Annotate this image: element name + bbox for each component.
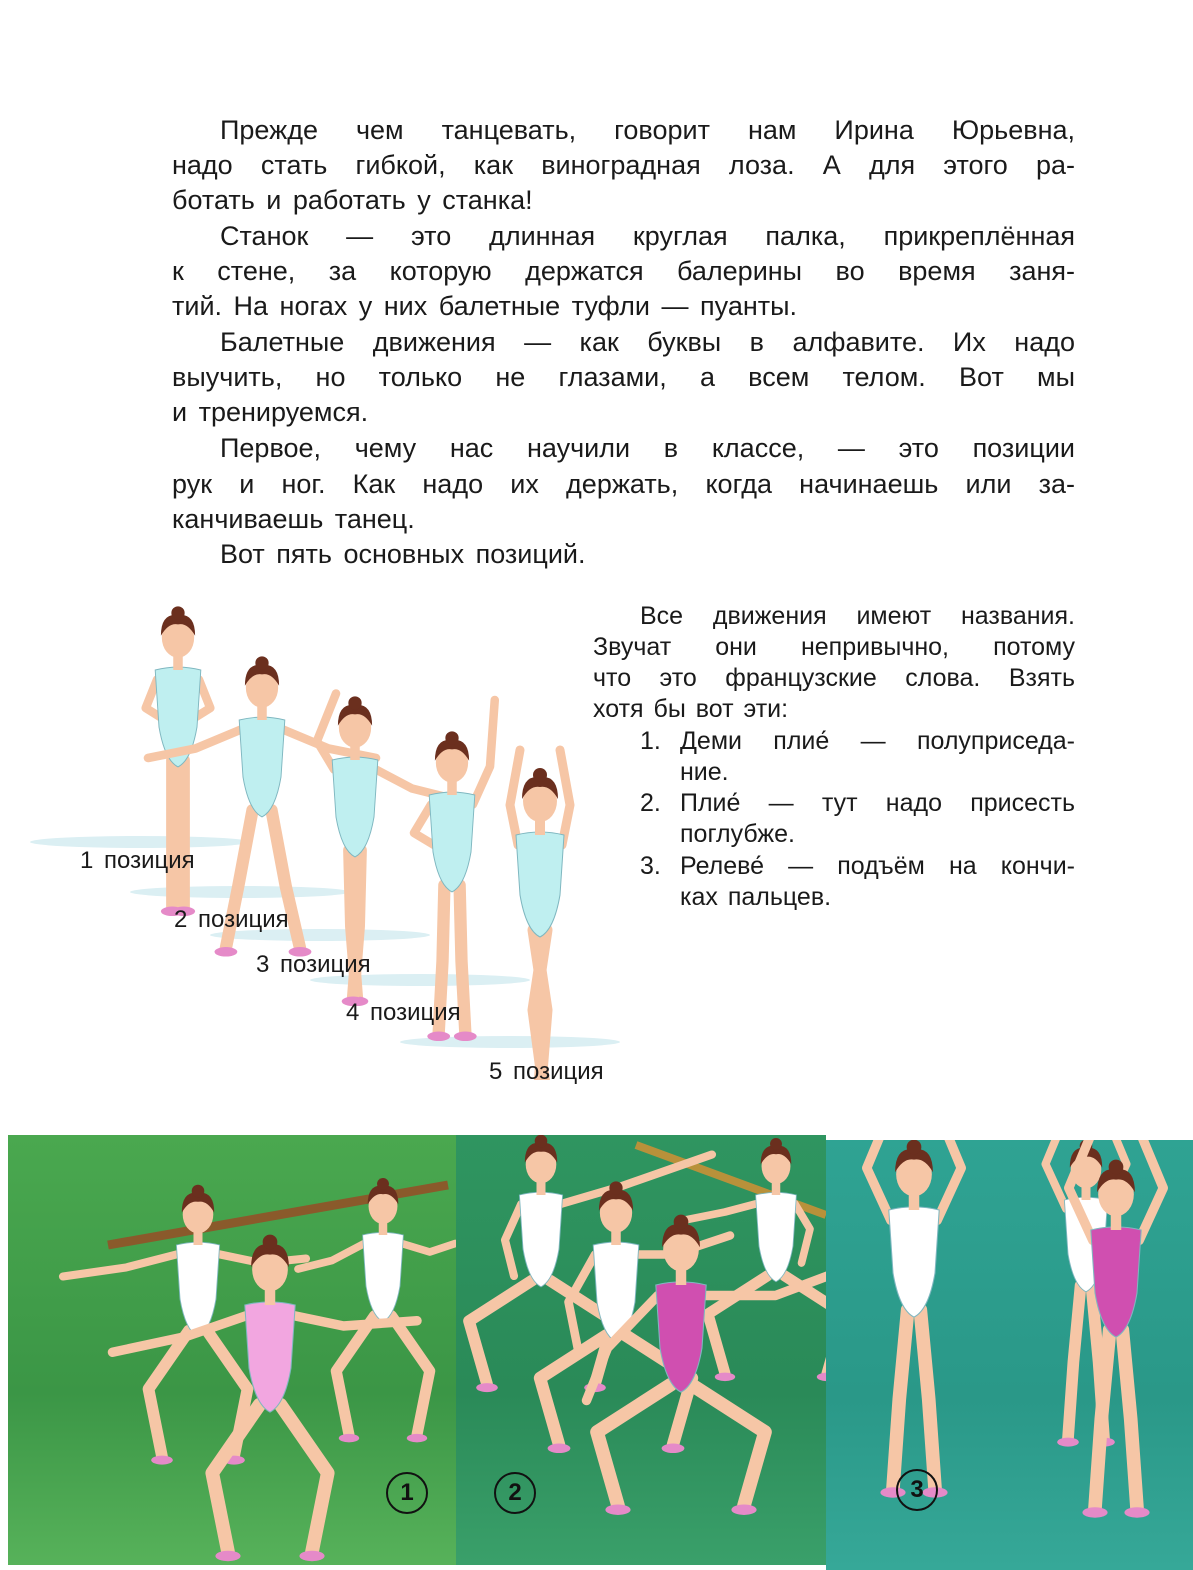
text-line: Балетные движения — как буквы в алфавите. Их надо xyxy=(220,327,1075,357)
position-label: 2 позиция xyxy=(174,906,289,933)
ballerina-figure xyxy=(683,1138,827,1381)
position-label: 1 позиция xyxy=(80,847,195,874)
ballerina-figure xyxy=(867,1140,962,1498)
position-label: 4 позиция xyxy=(346,999,461,1026)
text-line: Деми плие́ — полуприседа- xyxy=(680,727,1075,755)
ballerina-figure xyxy=(510,750,570,1080)
panel-number-badge: 3 xyxy=(896,1469,938,1511)
panel-releve xyxy=(826,1140,1193,1570)
text-line: и тренируемся. xyxy=(172,397,369,427)
list-number: 3. xyxy=(640,852,661,880)
text-line: к стене, за которую держатся балерины во время заня- xyxy=(172,256,1075,286)
ballet-positions-illustration xyxy=(0,580,640,1080)
text-line: хотя бы вот эти: xyxy=(593,695,789,723)
text-line: Все движения имеют названия. xyxy=(640,602,1075,630)
text-line: Звучат они непривычно, потому xyxy=(593,633,1075,661)
text-line: надо стать гибкой, как виноградная лоза. А для этого ра- xyxy=(172,150,1075,180)
ballerina-figure xyxy=(414,700,495,1041)
text-line: ние. xyxy=(680,758,729,786)
text-line: Релеве́ — подъём на кончи- xyxy=(680,852,1075,880)
text-line: Первое, чему нас научили в классе, — это позиции xyxy=(220,433,1075,463)
panel-number-badge: 2 xyxy=(494,1472,536,1514)
text-line: поглубже. xyxy=(680,820,795,848)
text-line: Прежде чем танцевать, говорит нам Ирина Юрьевна, xyxy=(220,115,1075,145)
releve-illustration xyxy=(826,1140,1193,1570)
list-number: 1. xyxy=(640,727,661,755)
text-line: выучить, но только не глазами, а всем телом. Вот мы xyxy=(172,362,1075,392)
text-line: канчиваешь танец. xyxy=(172,504,415,534)
text-line: ках пальцев. xyxy=(680,883,832,911)
position-label: 3 позиция xyxy=(256,951,371,978)
text-line: что это французские слова. Взять xyxy=(593,664,1075,692)
list-number: 2. xyxy=(640,789,661,817)
text-line: ботать и работать у станка! xyxy=(172,185,533,215)
text-line: тий. На ногах у них балетные туфли — пуанты. xyxy=(172,291,798,321)
text-line: Станок — это длинная круглая палка, прикреплённая xyxy=(220,221,1075,251)
panel-number-badge: 1 xyxy=(386,1472,428,1514)
text-line: Плие́ — тут надо присесть xyxy=(680,789,1075,817)
ballerina-figure xyxy=(298,1178,455,1442)
text-line: рук и ног. Как надо их держать, когда начинаешь или за- xyxy=(172,469,1075,499)
position-label: 5 позиция xyxy=(489,1058,604,1085)
text-line: Вот пять основных позиций. xyxy=(220,539,586,569)
